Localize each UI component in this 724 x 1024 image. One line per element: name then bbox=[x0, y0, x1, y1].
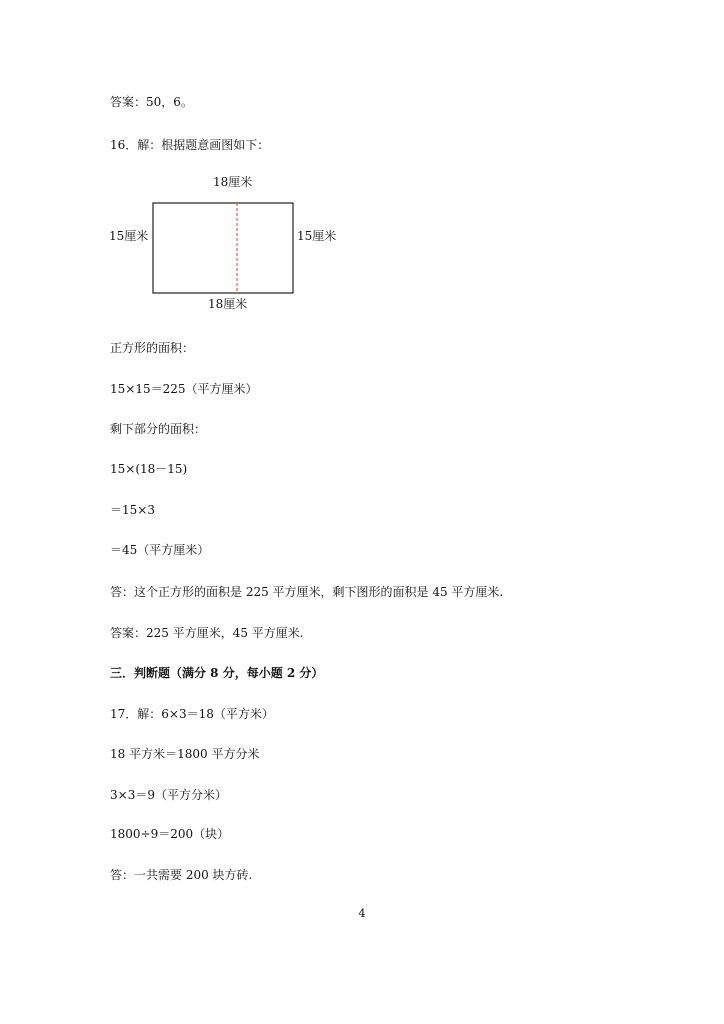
answer-16: 答案：225 平方厘米，45 平方厘米. bbox=[110, 626, 304, 640]
square-area-calculation: 15×15＝225（平方厘米） bbox=[110, 382, 258, 396]
question-16-conclusion: 答：这个正方形的面积是 225 平方厘米，剩下图形的面积是 45 平方厘米. bbox=[110, 585, 504, 599]
top-length-label: 18厘米 bbox=[213, 175, 253, 189]
left-width-label: 15厘米 bbox=[109, 229, 149, 243]
question-17-intro: 17．解：6×3＝18（平方米） bbox=[110, 707, 274, 721]
remaining-calc-step-2: ＝15×3 bbox=[110, 503, 155, 517]
square-area-heading: 正方形的面积： bbox=[110, 341, 195, 355]
answer-15: 答案：50，6。 bbox=[110, 95, 193, 109]
right-width-label: 15厘米 bbox=[297, 229, 337, 243]
remaining-calc-step-1: 15×(18－15) bbox=[110, 462, 188, 476]
remaining-area-heading: 剩下部分的面积： bbox=[110, 422, 207, 436]
question-16-intro: 16．解：根据题意画图如下： bbox=[110, 138, 270, 152]
rectangle-outline bbox=[153, 203, 293, 293]
remaining-calc-step-3: ＝45（平方厘米） bbox=[110, 543, 210, 557]
question-17-calc-2: 3×3＝9（平方分米） bbox=[110, 788, 227, 802]
question-17-conclusion: 答：一共需要 200 块方砖. bbox=[110, 868, 253, 882]
page-number: 4 bbox=[358, 907, 366, 920]
question-17-calc-1: 18 平方米＝1800 平方分米 bbox=[110, 747, 260, 761]
question-17-calc-3: 1800÷9＝200（块） bbox=[110, 827, 230, 841]
rectangle-diagram bbox=[100, 170, 360, 320]
bottom-length-label: 18厘米 bbox=[208, 297, 248, 311]
section-3-title: 三．判断题（满分 8 分，每小题 2 分） bbox=[110, 666, 324, 680]
